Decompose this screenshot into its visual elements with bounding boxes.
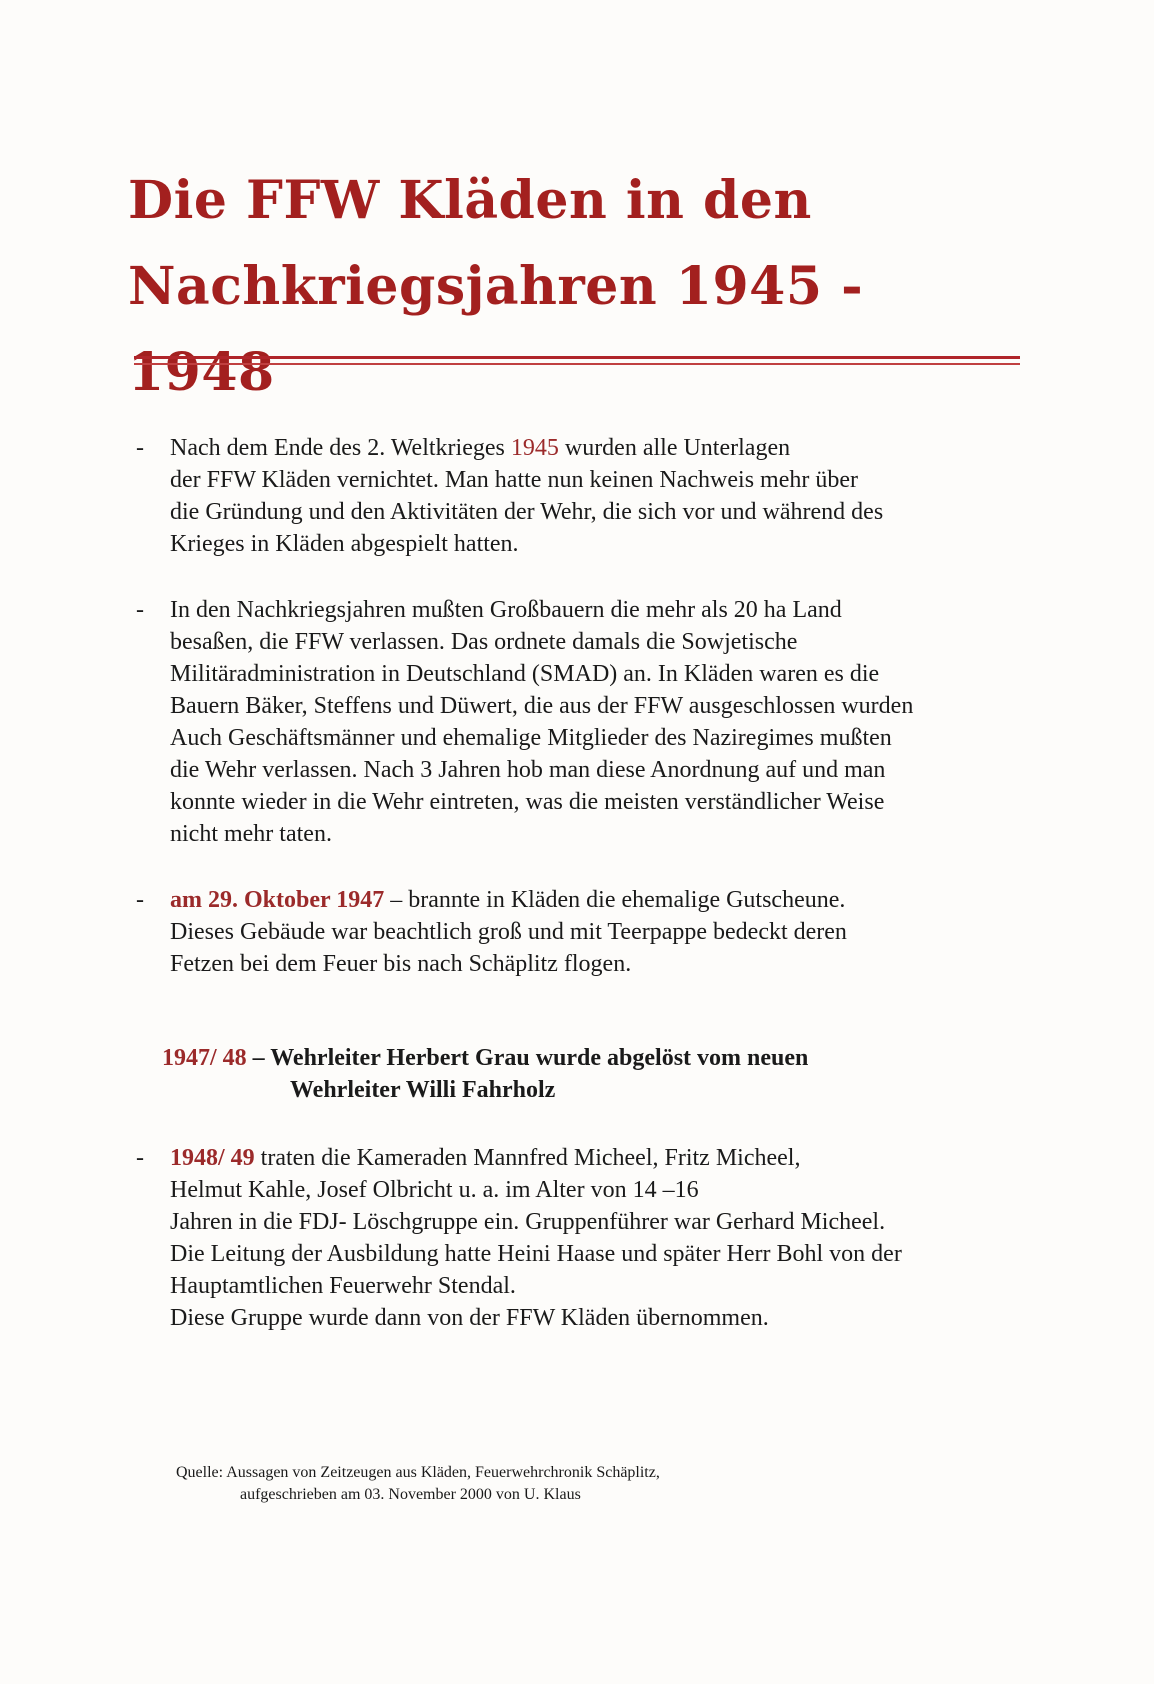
text-line: Militäradministration in Deutschland (SMAD) an. In Kläden waren es die bbox=[170, 661, 880, 687]
text-line: besaßen, die FFW verlassen. Das ordnete damals die Sowjetische bbox=[170, 629, 798, 655]
year-highlight: 1948/ 49 bbox=[170, 1145, 255, 1171]
title-divider bbox=[134, 356, 1020, 359]
year-highlight: 1947/ 48 bbox=[162, 1045, 247, 1071]
bullet: - bbox=[136, 597, 144, 623]
text-line bbox=[162, 1042, 1042, 1074]
text-line: Die Leitung der Ausbildung hatte Heini Haase und später Herr Bohl von der bbox=[170, 1241, 902, 1267]
text-line: konnte wieder in die Wehr eintreten, was die meisten verständlicher Weise bbox=[170, 789, 885, 815]
source-note bbox=[176, 1462, 976, 1506]
text-line: Jahren in die FDJ- Löschgruppe ein. Gruppenführer war Gerhard Micheel. bbox=[170, 1209, 886, 1235]
source-line-2: aufgeschrieben am 03. November 2000 von U. Klaus bbox=[240, 1486, 581, 1503]
bullet: - bbox=[136, 887, 144, 913]
bullet: - bbox=[136, 435, 144, 461]
text-line bbox=[170, 432, 1050, 464]
text: – Wehrleiter Herbert Grau wurde abgelöst vom neuen bbox=[246, 1045, 809, 1071]
title-line-2: Nachkriegsjahren 1945 - 1948 bbox=[128, 256, 864, 403]
text-line: Wehrleiter Willi Fahrholz bbox=[290, 1077, 556, 1103]
text-line: Fetzen bei dem Feuer bis nach Schäplitz flogen. bbox=[170, 951, 632, 977]
source-line-1: Quelle: Aussagen von Zeitzeugen aus Kläden, Feuerwehrchronik Schäplitz, bbox=[176, 1464, 660, 1481]
date-highlight: am 29. Oktober 1947 bbox=[170, 887, 385, 913]
text-line: Auch Geschäftsmänner und ehemalige Mitglieder des Naziregimes mußten bbox=[170, 725, 892, 751]
page-title bbox=[128, 158, 1028, 416]
text: – brannte in Kläden die ehemalige Gutscheune. bbox=[384, 887, 846, 913]
text-line: In den Nachkriegsjahren mußten Großbauern die mehr als 20 ha Land bbox=[170, 597, 842, 623]
text-line: Helmut Kahle, Josef Olbricht u. a. im Alter von 14 –16 bbox=[170, 1177, 699, 1203]
text-line: Hauptamtlichen Feuerwehr Stendal. bbox=[170, 1273, 516, 1299]
text-line bbox=[170, 1142, 1050, 1174]
text-line: nicht mehr taten. bbox=[170, 821, 332, 847]
paragraph-fire-1947 bbox=[136, 884, 1050, 980]
text-line: die Gründung und den Aktivitäten der Wehr, die sich vor und während des bbox=[170, 499, 884, 525]
title-divider-thin bbox=[134, 363, 1020, 365]
text-line bbox=[170, 884, 1050, 916]
title-line-1: Die FFW Kläden in den bbox=[128, 170, 812, 231]
bullet: - bbox=[136, 1145, 144, 1171]
text-line: Krieges in Kläden abgespielt hatten. bbox=[170, 531, 519, 557]
year-highlight: 1945 bbox=[510, 435, 559, 461]
text-line: die Wehr verlassen. Nach 3 Jahren hob man diese Anordnung auf und man bbox=[170, 757, 886, 783]
text: wurden alle Unterlagen bbox=[558, 435, 791, 461]
text-line: Bauern Bäker, Steffens und Düwert, die aus der FFW ausgeschlossen wurden bbox=[170, 693, 914, 719]
text-line: Dieses Gebäude war beachtlich groß und mit Teerpappe bedeckt deren bbox=[170, 919, 847, 945]
text-line: der FFW Kläden vernichtet. Man hatte nun keinen Nachweis mehr über bbox=[170, 467, 859, 493]
text-line: Diese Gruppe wurde dann von der FFW Kläden übernommen. bbox=[170, 1305, 769, 1331]
text: traten die Kameraden Mannfred Micheel, Fritz Micheel, bbox=[254, 1145, 801, 1171]
paragraph-1945-documents bbox=[136, 432, 1050, 560]
paragraph-leader-change bbox=[162, 1042, 1042, 1106]
paragraph-fdj-group bbox=[136, 1142, 1050, 1334]
text: Nach dem Ende des 2. Weltkrieges bbox=[170, 435, 511, 461]
paragraph-smad-order bbox=[136, 594, 1050, 850]
